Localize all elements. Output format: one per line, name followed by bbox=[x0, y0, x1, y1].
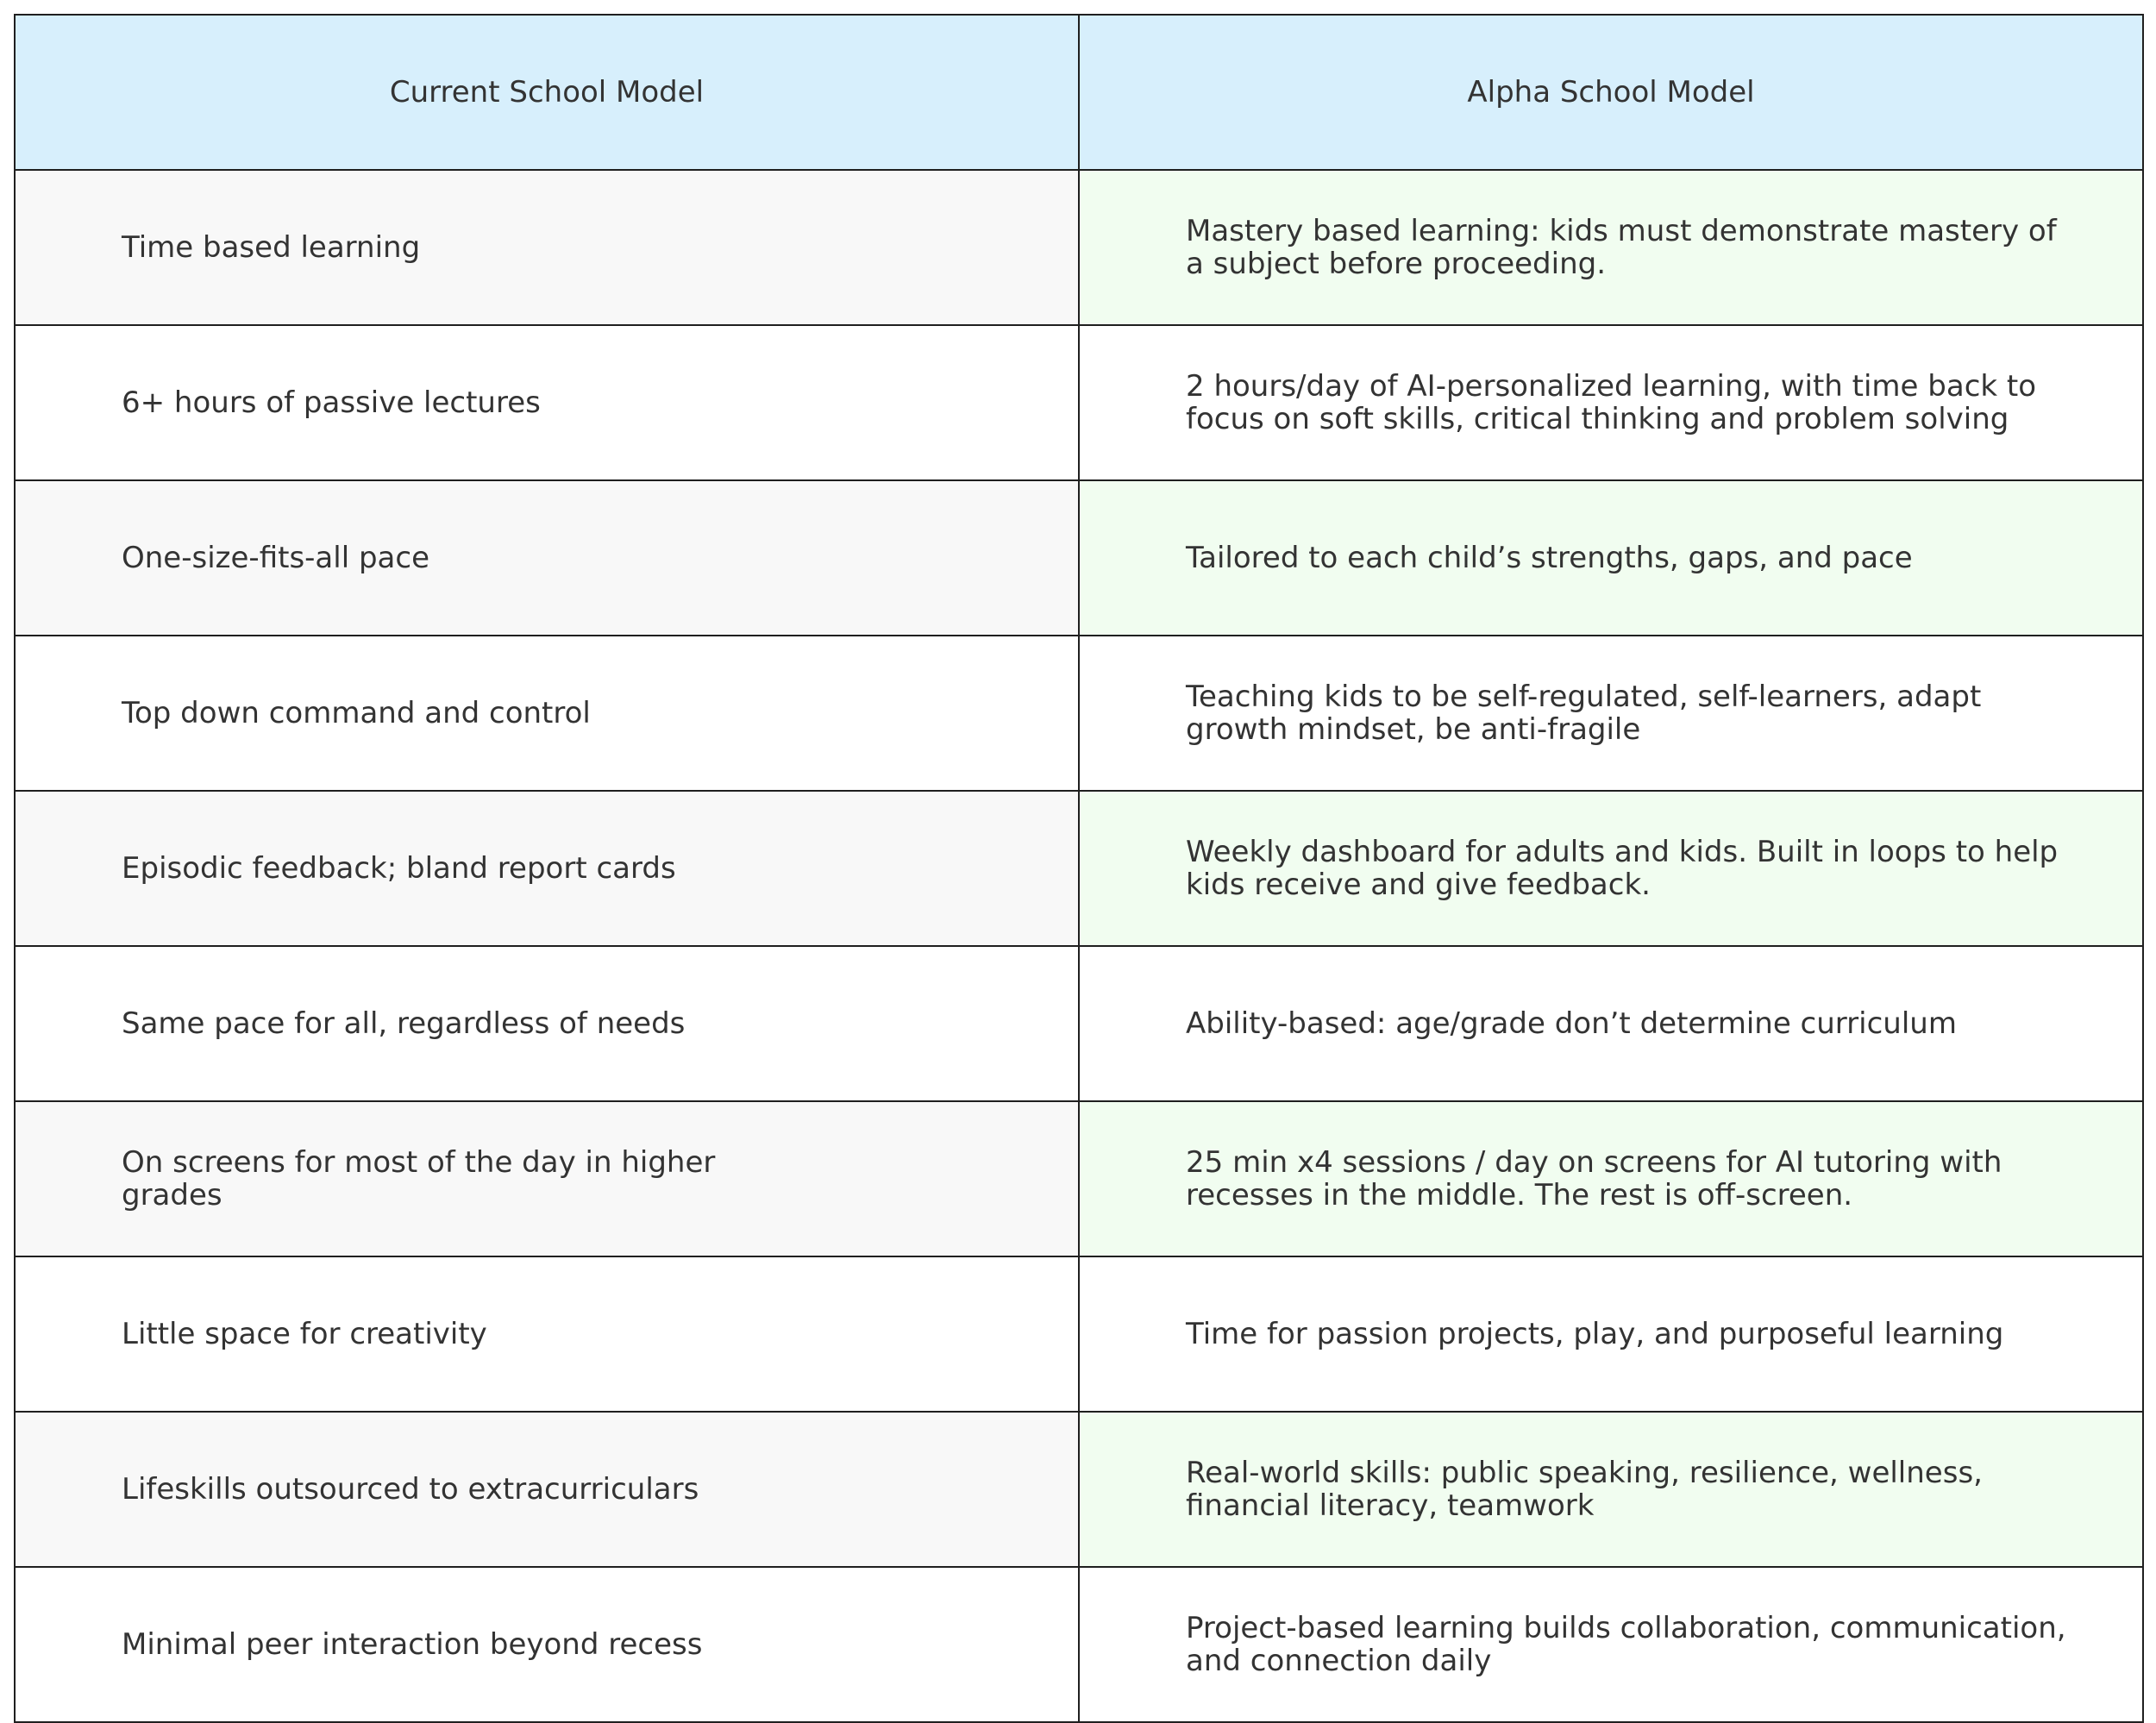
current-model-cell: Time based learning bbox=[15, 170, 1079, 325]
current-model-cell: Lifeskills outsourced to extracurriculars bbox=[15, 1412, 1079, 1567]
current-model-cell: Episodic feedback; bland report cards bbox=[15, 791, 1079, 946]
table-row bbox=[15, 170, 2143, 325]
current-model-cell: Little space for creativity bbox=[15, 1256, 1079, 1412]
alpha-model-cell: Ability-based: age/grade don’t determine curriculum bbox=[1079, 946, 2143, 1101]
alpha-model-cell: Time for passion projects, play, and purposeful learning bbox=[1079, 1256, 2143, 1412]
table-row bbox=[15, 480, 2143, 636]
current-model-cell: 6+ hours of passive lectures bbox=[15, 325, 1079, 480]
current-model-cell: Top down command and control bbox=[15, 636, 1079, 791]
alpha-model-cell: Tailored to each child’s strengths, gaps, and pace bbox=[1079, 480, 2143, 636]
table-row bbox=[15, 1567, 2143, 1722]
alpha-model-cell: Weekly dashboard for adults and kids. Built in loops to help kids receive and give feedback. bbox=[1079, 791, 2143, 946]
table-row bbox=[15, 1256, 2143, 1412]
alpha-model-cell: Mastery based learning: kids must demonstrate mastery of a subject before proceeding. bbox=[1079, 170, 2143, 325]
alpha-model-cell: Project-based learning builds collaboration, communication, and connection daily bbox=[1079, 1567, 2143, 1722]
header-current-school-model: Current School Model bbox=[15, 15, 1079, 170]
table-row bbox=[15, 1412, 2143, 1567]
table-row bbox=[15, 946, 2143, 1101]
alpha-model-cell: 25 min x4 sessions / day on screens for AI tutoring with recesses in the middle. The rest is off-screen. bbox=[1079, 1101, 2143, 1256]
alpha-model-cell: Real-world skills: public speaking, resilience, wellness, financial literacy, teamwork bbox=[1079, 1412, 2143, 1567]
comparison-table bbox=[14, 14, 2144, 1723]
header-alpha-school-model: Alpha School Model bbox=[1079, 15, 2143, 170]
table-row bbox=[15, 636, 2143, 791]
table-header-row bbox=[15, 15, 2143, 170]
table-row bbox=[15, 1101, 2143, 1256]
alpha-model-cell: Teaching kids to be self-regulated, self-learners, adapt growth mindset, be anti-fragile bbox=[1079, 636, 2143, 791]
current-model-cell: On screens for most of the day in higher grades bbox=[15, 1101, 1079, 1256]
current-model-cell: Same pace for all, regardless of needs bbox=[15, 946, 1079, 1101]
table-row bbox=[15, 791, 2143, 946]
alpha-model-cell: 2 hours/day of AI-personalized learning, with time back to focus on soft skills, critical thinking and problem solving bbox=[1079, 325, 2143, 480]
table-row bbox=[15, 325, 2143, 480]
current-model-cell: One-size-fits-all pace bbox=[15, 480, 1079, 636]
current-model-cell: Minimal peer interaction beyond recess bbox=[15, 1567, 1079, 1722]
